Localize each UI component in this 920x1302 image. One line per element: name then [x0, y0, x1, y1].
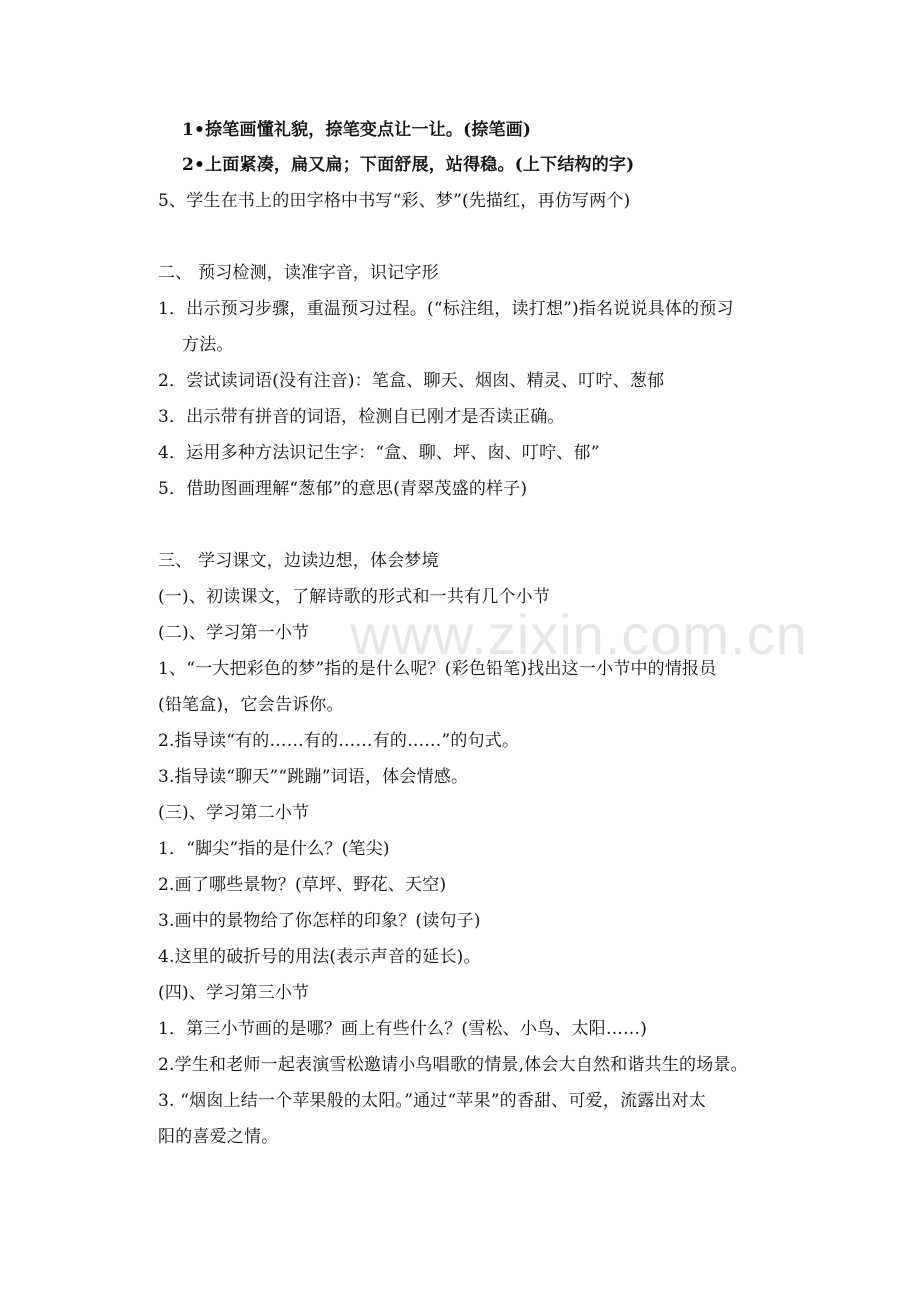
doc-line-14: 1、“一大把彩色的梦”指的是什么呢？(彩色铅笔)找出这一小节中的情报员 — [158, 659, 717, 679]
doc-line-22: 4.这里的破折号的用法(表示声音的延长)。 — [158, 947, 481, 967]
doc-line-21: 3.画中的景物给了你怎样的印象？(读句子) — [158, 911, 481, 931]
doc-line-24: 1．第三小节画的是哪？画上有些什么？(雪松、小鸟、太阳……) — [158, 1019, 648, 1039]
doc-line-9: 4．运用多种方法识记生字：“盒、聊、坪、囱、叮咛、郁” — [158, 443, 600, 463]
doc-line-15: (铅笔盒)，它会告诉你。 — [158, 695, 344, 715]
doc-line-27: 阳的喜爱之情。 — [158, 1127, 279, 1147]
doc-line-13: (二)、学习第一小节 — [158, 623, 310, 643]
doc-line-17: 3.指导读“聊天”“跳蹦”词语，体会情感。 — [158, 767, 469, 787]
section-heading-2: 二、 预习检测，读准字音，识记字形 — [158, 263, 439, 283]
doc-line-10: 5．借助图画理解“葱郁”的意思(青翠茂盛的样子) — [158, 479, 528, 499]
doc-line-19: 1．“脚尖”指的是什么？(笔尖) — [158, 839, 390, 859]
doc-line-25: 2.学生和老师一起表演雪松邀请小鸟唱歌的情景,体会大自然和谐共生的场景。 — [158, 1055, 748, 1075]
doc-line-16: 2.指导读“有的……有的……有的……”的句式。 — [158, 731, 520, 751]
doc-line-20: 2.画了哪些景物？(草坪、野花、天空) — [158, 875, 447, 895]
doc-line-26: 3. “烟囱上结一个苹果般的太阳。”通过“苹果”的香甜、可爱，流露出对太 — [158, 1091, 707, 1111]
doc-line-18: (三)、学习第二小节 — [158, 803, 310, 823]
doc-line-5: 1．出示预习步骤，重温预习过程。(“标注组，读打想”)指名说说具体的预习 — [158, 299, 734, 319]
doc-line-6: 方法。 — [182, 335, 234, 355]
doc-line-12: (一)、初读课文，了解诗歌的形式和一共有几个小节 — [158, 587, 551, 607]
doc-line-3: 5、学生在书上的田字格中书写“彩、梦”(先描红，再仿写两个) — [158, 191, 631, 211]
doc-line-1: 1•捺笔画懂礼貌，捺笔变点让一让。(捺笔画) — [182, 120, 532, 140]
doc-line-7: 2．尝试读词语(没有注音)：笔盒、聊天、烟囱、精灵、叮咛、葱郁 — [158, 371, 665, 391]
doc-line-2: 2•上面紧凑，扁又扁；下面舒展，站得稳。(上下结构的字) — [182, 155, 635, 175]
section-heading-3: 三、 学习课文，边读边想，体会梦境 — [158, 551, 439, 571]
doc-line-23: (四)、学习第三小节 — [158, 983, 310, 1003]
doc-line-8: 3．出示带有拼音的词语，检测自已刚才是否读正确。 — [158, 407, 565, 427]
watermark: www.zixin.com.cn — [350, 603, 808, 666]
